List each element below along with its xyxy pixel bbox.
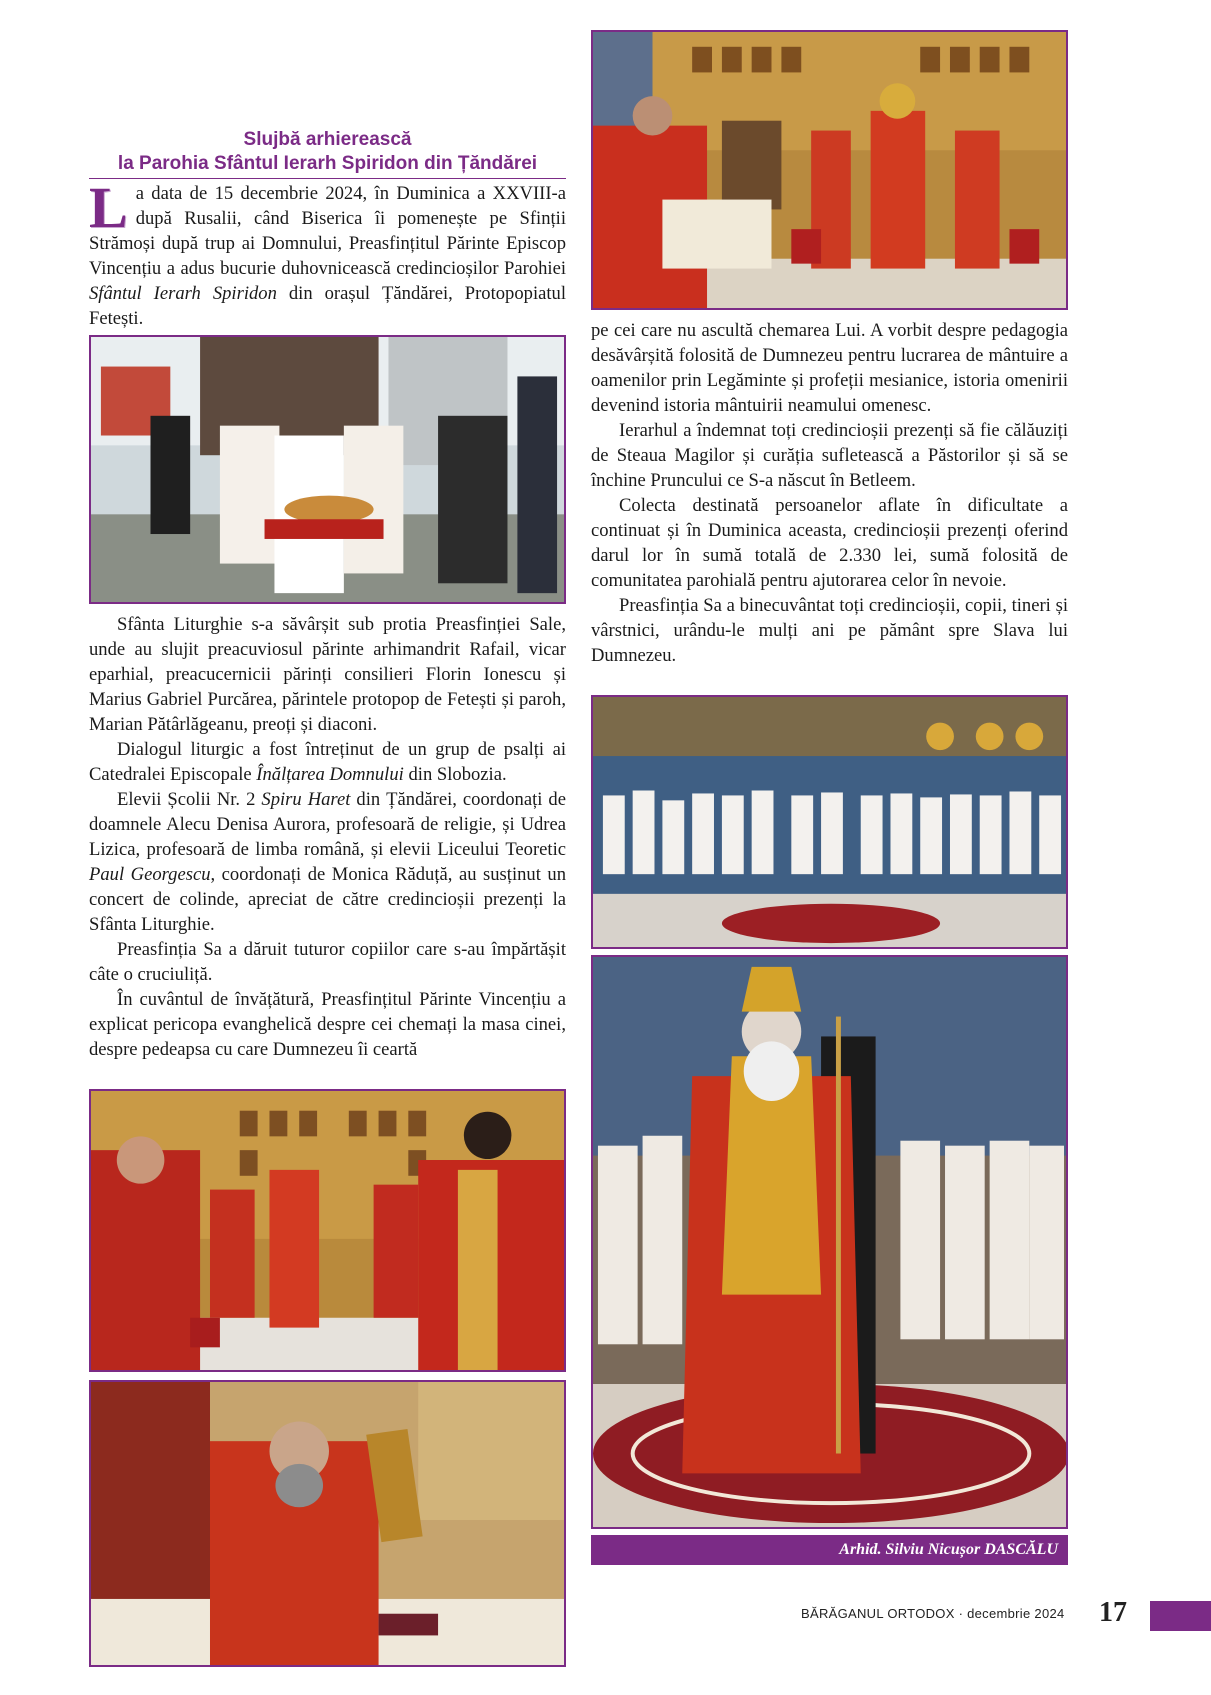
- paragraph-dialogue: Dialogul liturgic a fost întreținut de un grup de psalți ai Catedralei Episcopale Înălțarea Domnului din Slobozia.: [89, 739, 566, 785]
- paragraph-pedagogy: pe cei care nu ascultă chemarea Lui. A vorbit despre pedagogia desăvârșită folosită de Dumnezeu pentru lucrarea de mântuire a oamenilor prin Legăminte și profeții mesianice, istoria omenirii devenind istoria mântuirii neamului omenesc.: [591, 320, 1068, 416]
- paragraph-blessing: Preasfinția Sa a binecuvântat toți credincioșii, copii, tineri și vârstnici, urându-le mulți ani pe pământ spre Slava lui Dumnezeu.: [591, 595, 1068, 666]
- photo-iconostasis-clergy: [591, 30, 1068, 310]
- publication-footer: BĂRĂGANUL ORTODOX · decembrie 2024: [801, 1606, 1065, 1621]
- left-column-body: [89, 612, 566, 1062]
- paragraph-sermon: În cuvântul de învățătură, Preasfințitul Părinte Vincențiu a explicat pericopa evanghelică despre cei chemați la masa cinei, despre pedeapsa cu care Dumnezeu îi ceartă: [89, 989, 566, 1060]
- left-column-intro: [89, 128, 566, 331]
- title-line-2: la Parohia Sfântul Ierarh Spiridon din Țăndărei: [117, 153, 538, 174]
- page-number: 17: [1099, 1597, 1127, 1628]
- author-credit: Arhid. Silviu Nicușor DASCĂLU: [591, 1535, 1068, 1565]
- paragraph-collection: Colecta destinată persoanelor aflate în dificultate a continuat și în Duminica aceasta, credincioșii prezenți oferind darul lor în sumă totală de 2.330 lei, sumă folosită de comunitatea parohială pentru ajutorarea celor în nevoie.: [591, 495, 1068, 591]
- photo-welcome-bread: [89, 335, 566, 604]
- photo-bishop-gospel: [89, 1380, 566, 1667]
- right-column-body: [591, 318, 1068, 668]
- page-tab-marker: [1150, 1601, 1211, 1631]
- paragraph-magi: Ierarhul a îndemnat toți credincioșii prezenți să fie călăuziți de Steaua Magilor și curăția sufletească a Păstorilor și să se închine Pruncului ce S-a născut în Betleem.: [591, 420, 1068, 491]
- drop-cap: L: [89, 175, 128, 240]
- article-title: [89, 128, 566, 179]
- photo-bishop-children: [591, 955, 1068, 1529]
- paragraph-students: Elevii Școlii Nr. 2 Spiru Haret din Țăndărei, coordonați de doamnele Alecu Denisa Aurora, profesoară de religie, și Udrea Lizica, profesoară de limba română, și elevii Liceului Teoretic Paul Georgescu, coordonați de Monica Răduță, au susținut un concert de colinde, apreciat de către credincioșii prezenți la Sfânta Liturghie.: [89, 789, 566, 935]
- title-line-1: Slujbă arhierească: [243, 129, 412, 150]
- photo-clergy-altar: [89, 1089, 566, 1372]
- paragraph-liturgy: Sfânta Liturghie s-a săvârșit sub protia Preasfinției Sale, unde au slujit preacuviosul părinte arhimandrit Rafail, vicar eparhial, preacucernicii părinți consilieri Florin Ionescu și Marius Gabriel Purcărea, părintele protopop de Fetești și paroh, Marian Pătârlăgeanu, preoți și diaconi.: [89, 614, 566, 735]
- photo-children-choir: [591, 695, 1068, 949]
- intro-paragraph: La data de 15 decembrie 2024, în Duminica a XXVIII-a după Rusalii, când Biserica îi pomenește pe Sfinții Strămoși după trup ai Domnului, Preasfințitul Părinte Episcop Vincențiu a adus bucurie duhovnicească credincioșilor Parohiei Sfântul Ierarh Spiridon din orașul Țăndărei, Protopopiatul Fetești.: [89, 175, 566, 329]
- paragraph-crosses: Preasfinția Sa a dăruit tuturor copiilor care s-au împărtășit câte o cruciuliță.: [89, 939, 566, 985]
